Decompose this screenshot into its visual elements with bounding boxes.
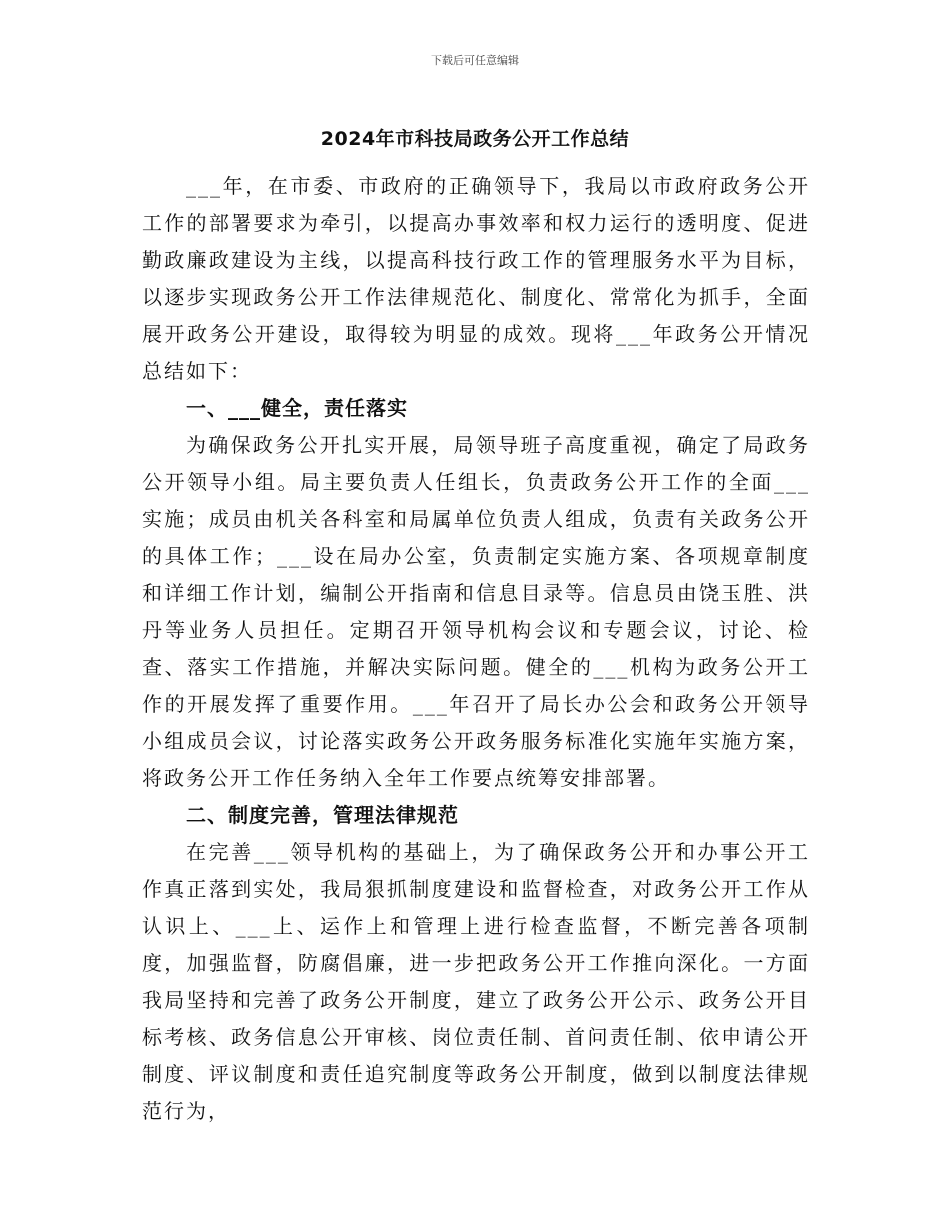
intro-paragraph: ___年，在市委、市政府的正确领导下，我局以市政府政务公开工作的部署要求为牵引，以提高办事效率和权力运行的透明度、促进勤政廉政建设为主线，以提高科技行政工作的管理服务水平为目标，以逐步实现政务公开工作法律规范化、制度化、常常化为抓手，全面展开政务公开建设，取得较为明显的成效。现将___年政务公开情况总结如下： — [142, 174, 810, 383]
document-title: 2024年市科技局政务公开工作总结 — [320, 128, 630, 150]
section-1-paragraph: 为确保政务公开扎实开展，局领导班子高度重视，确定了局政务公开领导小组。局主要负责人任组长，负责政务公开工作的全面___实施；成员由机关各科室和局属单位负责人组成，负责有关政务公开的具体工作；___设在局办公室，负责制定实施方案、各项规章制度和详细工作计划，编制公开指南和信息目录等。信息员由饶玉胜、洪丹等业务人员担任。定期召开领导机构会议和专题会议，讨论、检查、落实工作措施，并解决实际问题。健全的___机构为政务公开工作的开展发挥了重要作用。___年召开了局长办公会和政务公开领导小组成员会议，讨论落实政务公开政务服务标准化实施年实施方案，将政务公开工作任务纳入全年工作要点统筹安排部署。 — [142, 433, 810, 790]
section-2-paragraph: 在完善___领导机构的基础上，为了确保政务公开和办事公开工作真正落到实处，我局狠抓制度建设和监督检查，对政务公开工作从认识上、___上、运作上和管理上进行检查监督，不断完善各项制度，加强监督，防腐倡廉，进一步把政务公开工作推向深化。一方面我局坚持和完善了政务公开制度，建立了政务公开公示、政务公开目标考核、政务信息公开审核、岗位责任制、首问责任制、依申请公开制度、评议制度和责任追究制度等政务公开制度，做到以制度法律规范行为， — [142, 840, 810, 1123]
section-1-heading: 一、___健全，责任落实 — [186, 396, 408, 420]
section-2-heading: 二、制度完善，管理法律规范 — [186, 803, 459, 827]
page-header-note: 下载后可任意编辑 — [431, 54, 519, 67]
document-body — [142, 168, 810, 1130]
